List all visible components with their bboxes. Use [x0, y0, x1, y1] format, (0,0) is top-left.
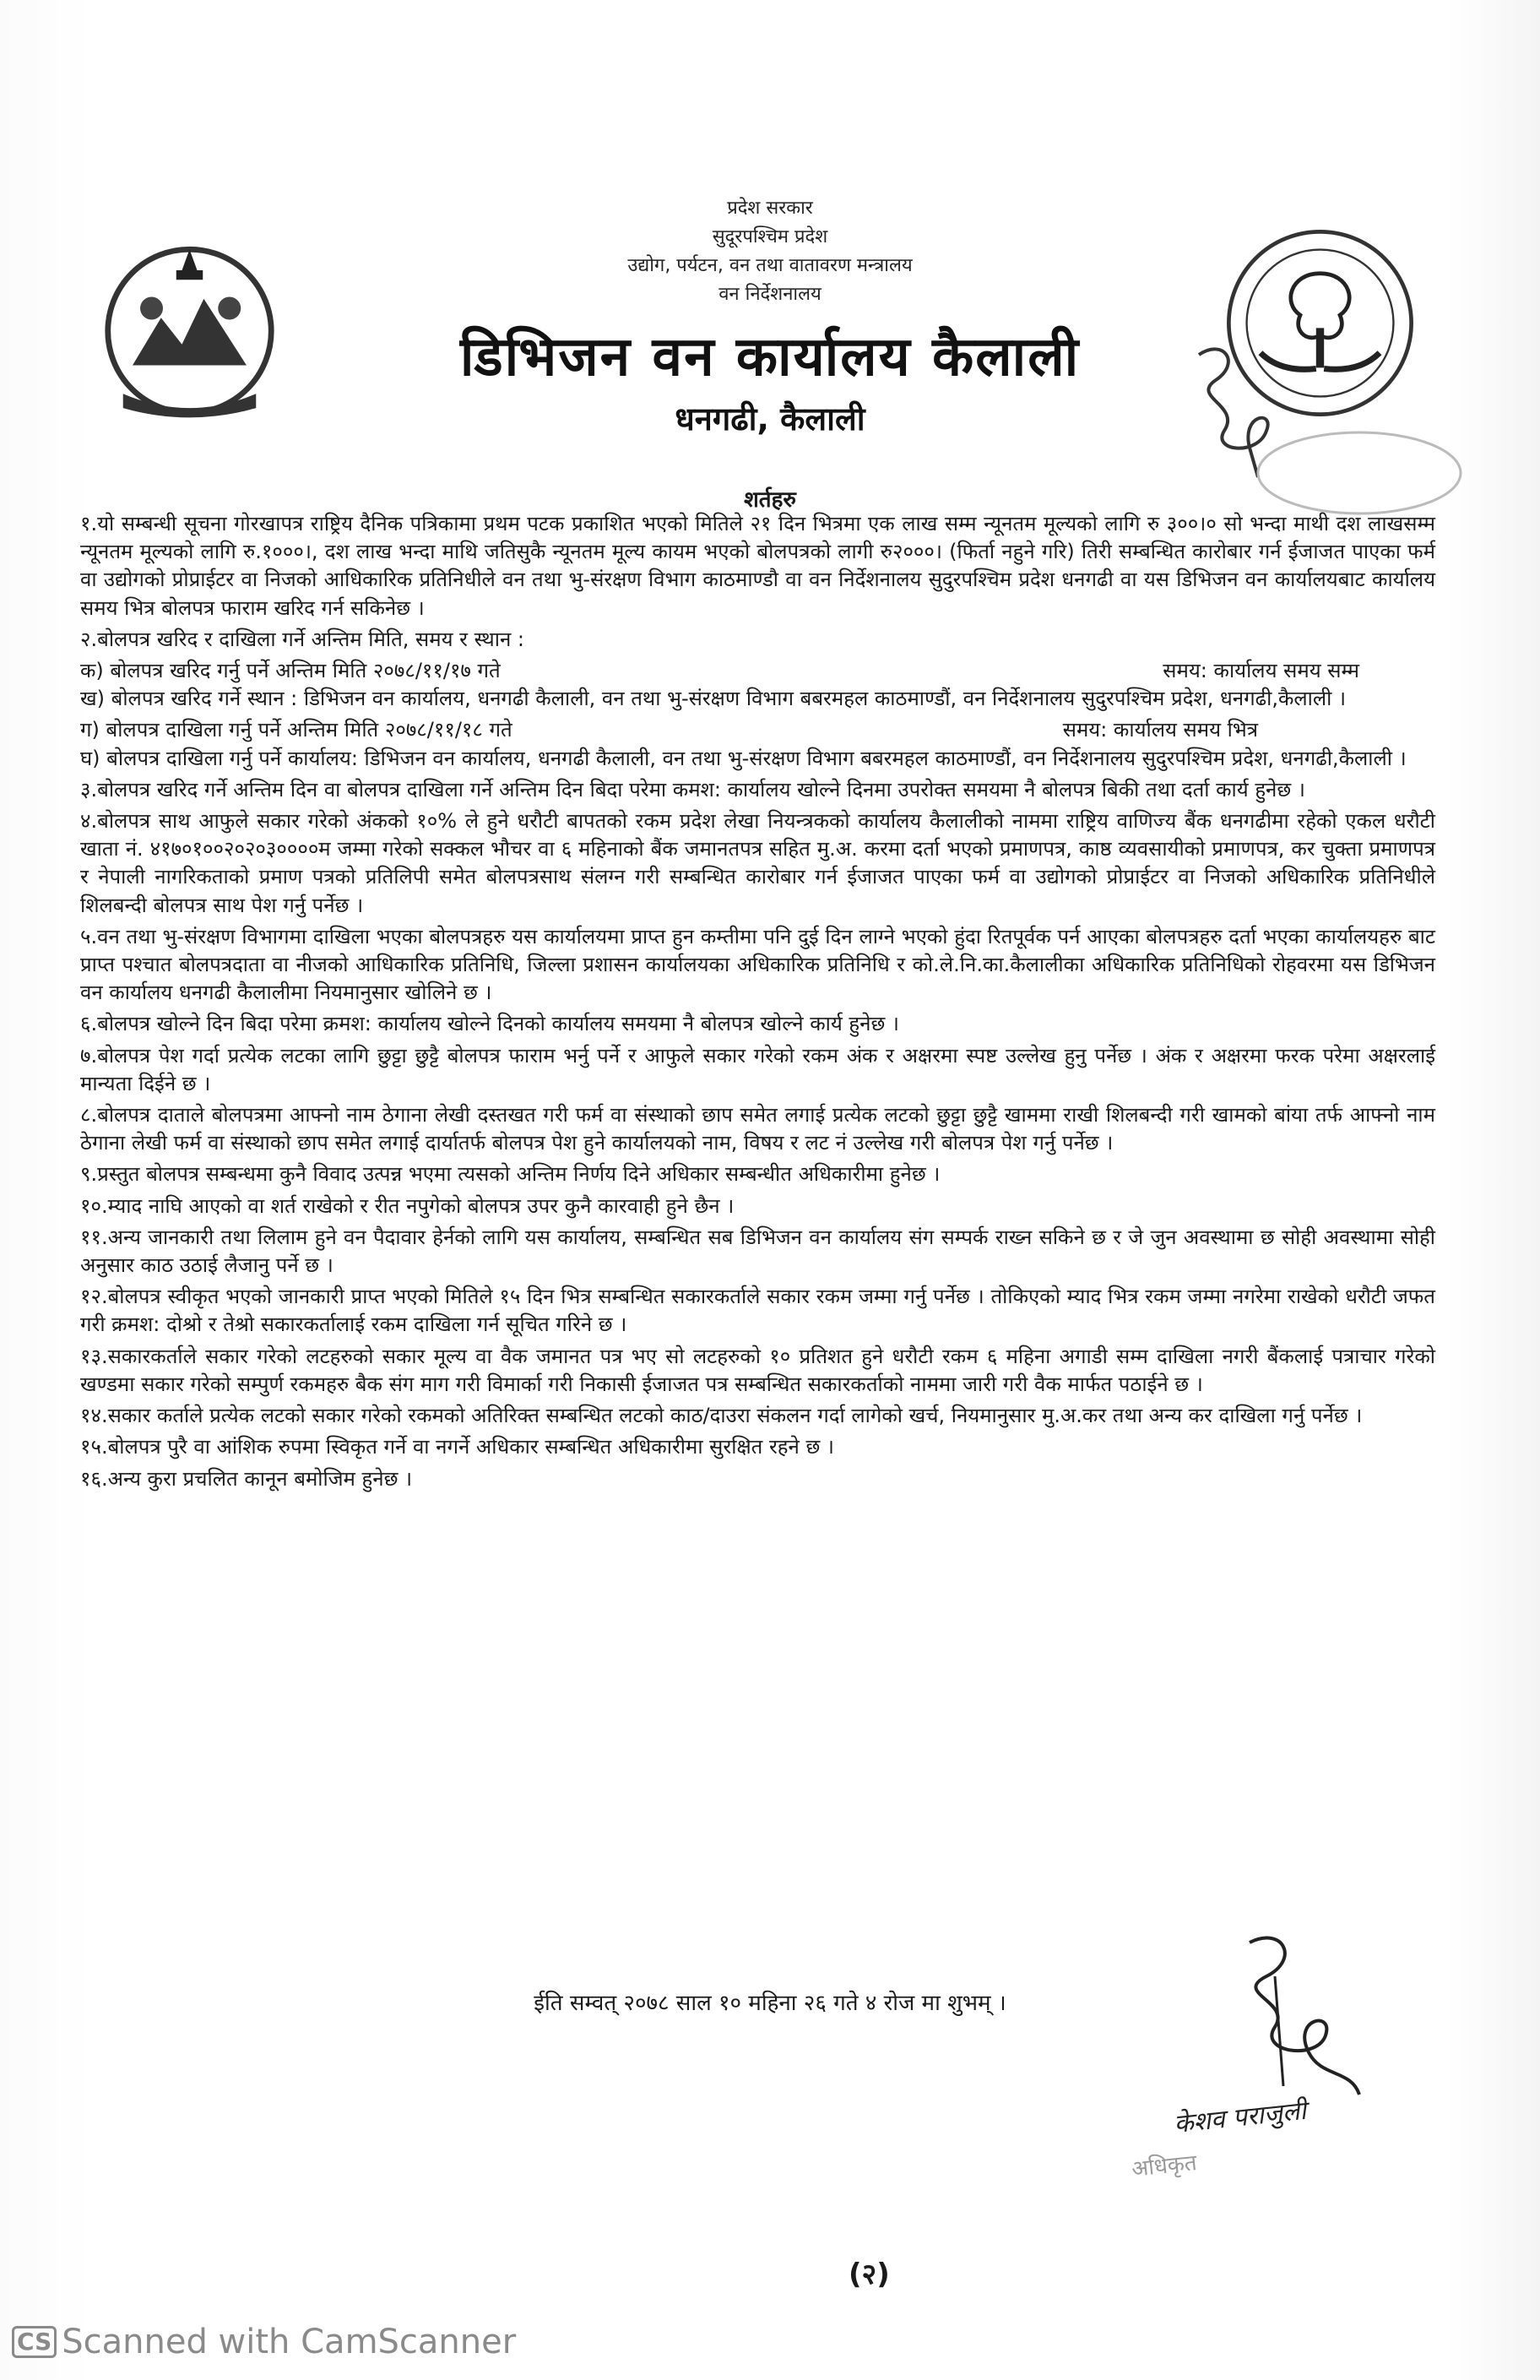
term-5: ५.वन तथा भु-संरक्षण विभागमा दाखिला भएका बोलपत्रहरु यस कार्यालयमा प्राप्त हुन कम्तीमा पनि दुई दिन लाग्ने भएको हुंदा रितपूर्वक पर्न आएका बोलपत्रहरु दर्ता भएका कार्यालयहरु बाट प्राप्त पश्चात बोलपत्रदाता वा नीजको आधिकारिक प्रतिनिधि, जिल्ला प्रशासन कार्यालयका अधिकारिक प्रतिनिधि र को.ले.नि.का.कैलालीका अधिकारिक प्रतिनिधिको रोहवरमा यस डिभिजन वन कार्यालय धनगढी कैलालीमा नियमानुसार खोलिने छ ।: [80, 924, 1435, 1005]
header-ministry: उद्योग, पर्यटन, वन तथा वातावरण मन्त्रालय: [627, 255, 913, 276]
term-10: १०.म्याद नाघि आएको वा शर्त राखेको र रीत नपुगेको बोलपत्र उपर कुनै कारवाही हुने छैन ।: [80, 1193, 735, 1218]
terms-list: [80, 510, 1435, 1497]
term-2a: [80, 657, 1435, 685]
term-2a-time: समय: कार्यालय समय सम्म: [1163, 659, 1359, 683]
term-2: २.बोलपत्र खरिद र दाखिला गर्ने अन्तिम मिति, समय र स्थान :: [80, 627, 525, 651]
term-2b: ख) बोलपत्र खरिद गर्ने स्थान : डिभिजन वन कार्यालय, धनगढी कैलाली, वन तथा भु-संरक्षण विभाग बबरमहल काठमाण्डौं, वन निर्देशनालय सुदुरपश्चिम प्रदेश, धनगढी,कैलाली ।: [80, 687, 1347, 711]
header-province: सुदूरपश्चिम प्रदेश: [712, 226, 828, 247]
term-11: ११.अन्य जानकारी तथा लिलाम हुने वन पैदावार हेर्नको लागि यस कार्यालय, सम्बन्धित सब डिभिजन वन कार्यालय संग सम्पर्क राख्न सकिने छ र जे जुन अवस्थामा छ सोही अवस्थामा सोही अनुसार काठ उठाई लैजानु पर्ने छ ।: [80, 1225, 1435, 1278]
office-location: धनगढी, कैलाली: [675, 400, 865, 437]
header-directorate: वन निर्देशनालय: [718, 284, 822, 305]
camscanner-logo-icon: CS: [12, 2326, 57, 2358]
term-2d: घ) बोलपत्र दाखिला गर्नु पर्ने कार्यालय: डिभिजन वन कार्यालय, धनगढी कैलाली, वन तथा भु-संरक्षण विभाग बबरमहल काठमाण्डौं, वन निर्देशनालय सुदुरपश्चिम प्रदेश, धनगढी,कैलाली ।: [80, 746, 1407, 770]
closing-line: ईति सम्वत् २०७८ साल १० महिना २६ गते ४ रोज मा शुभम् ।: [534, 1991, 1006, 2016]
term-14: १४.सकार कर्ताले प्रत्येक लटको सकार गरेको रकमको अतिरिक्त सम्बन्धित लटको काठ/दाउरा संकलन गर्दा लागेको खर्च, नियमानुसार मु.अ.कर तथा अन्य कर दाखिला गर्नु पर्नेछ ।: [80, 1404, 1363, 1428]
term-16: १६.अन्य कुरा प्रचलित कानून बमोजिम हुनेछ ।: [80, 1466, 413, 1491]
conditions-heading: शर्तहरु: [744, 487, 796, 513]
office-title: डिभिजन वन कार्यालय कैलाली: [459, 325, 1081, 389]
term-7: ७.बोलपत्र पेश गर्दा प्रत्येक लटका लागि छुट्टा छुट्टै बोलपत्र फाराम भर्नु पर्ने र आफुले सकार गरेको रकम अंक र अक्षरमा स्पष्ट उल्लेख हुनु पर्नेछ । अंक र अक्षरमा फरक परेमा अक्षरलाई मान्यता दिईने छ ।: [80, 1043, 1435, 1095]
term-1: १.यो सम्बन्धी सूचना गोरखापत्र राष्ट्रिय दैनिक पत्रिकामा प्रथम पटक प्रकाशित भएको मितिले २१ दिन भित्रमा एक लाख सम्म न्यूनतम मूल्यको लागि रु ३००।० सो भन्दा माथी दश लाखसम्म न्यूनतम मूल्यको लागि रु.१०००।, दश लाख भन्दा माथि जतिसुकै न्यूनतम मूल्य कायम भएको बोलपत्रको लागी रु२०००। (फिर्ता नहुने गरि) तिरी सम्बन्धित कारोबार गर्न ईजाजत पाएका फर्म वा उद्योगको प्रोप्राईटर वा निजको आधिकारिक प्रतिनिधीले वन तथा भु-संरक्षण विभाग काठमाण्डौ वा वन निर्देशनालय सुदुरपश्चिम प्रदेश धनगढी वा यस डिभिजन वन कार्यालयबाट कार्यालय समय भित्र बोलपत्र फाराम खरिद गर्न सकिनेछ ।: [80, 512, 1435, 620]
term-2c-time: समय: कार्यालय समय भित्र: [1062, 718, 1258, 742]
scanner-watermark: [12, 2323, 516, 2361]
signatory-title: अधिकृत: [1130, 2150, 1198, 2182]
term-15: १५.बोलपत्र पुरै वा आंशिक रुपमा स्विकृत गर्ने वा नगर्ने अधिकार सम्बन्धित अधिकारीमा सुरक्षित रहने छ ।: [80, 1435, 835, 1459]
term-2c: [80, 716, 1435, 744]
term-2c-date: ग) बोलपत्र दाखिला गर्नु पर्ने अन्तिम मिति २०७८/११/१८ गते: [80, 718, 512, 742]
signatory-name: केशव पराजुली: [1172, 2095, 1308, 2140]
term-3: ३.बोलपत्र खरिद गर्ने अन्तिम दिन वा बोलपत्र दाखिला गर्ने अन्तिम दिन बिदा परेमा कमश: कार्यालय खोल्ने दिनमा उपरोक्त समयमा नै बोलपत्र बिकी तथा दर्ता कार्य हुनेछ ।: [80, 777, 1305, 801]
term-12: १२.बोलपत्र स्वीकृत भएको जानकारी प्राप्त भएको मितिले १५ दिन भित्र सम्बन्धित सकारकर्ताले सकार रकम जम्मा गर्नु पर्नेछ । तोकिएको म्याद भित्र रकम जम्मा नगरेमा राखेको धरौटी जफत गरी क्रमश: दोश्रो र तेश्रो सकारकर्तालाई रकम दाखिला गर्न सूचित गरिने छ ।: [80, 1285, 1435, 1337]
term-9: ९.प्रस्तुत बोलपत्र सम्बन्धमा कुनै विवाद उत्पन्न भएमा त्यसको अन्तिम निर्णय दिने अधिकार सम्बन्धीत अधिकारीमा हुनेछ ।: [80, 1162, 941, 1187]
term-13: १३.सकारकर्ताले सकार गरेको लटहरुको सकार मूल्य वा वैक जमानत पत्र भए सो लटहरुको १० प्रतिशत हुने धरौटी रकम ६ महिना अगाडी सम्म दाखिला नगरी बैंकलाई पत्राचार गरेको खण्डमा सकार गरेको सम्पुर्ण रकमहरु बैक संग माग गरी विमार्का गरी निकासी ईजाजत पत्र सम्बन्धित सकारकर्ताको नाममा जारी गरी वैक मार्फत पठाईने छ ।: [80, 1344, 1435, 1396]
letterhead: [0, 194, 1540, 440]
page-number: (२): [849, 2258, 890, 2291]
header-government: प्रदेश सरकार: [727, 198, 813, 219]
watermark-text: Scanned with CamScanner: [62, 2323, 517, 2361]
term-8: ८.बोलपत्र दाताले बोलपत्रमा आफ्नो नाम ठेगाना लेखी दस्तखत गरी फर्म वा संस्थाको छाप समेत लगाई प्रत्येक लटको छुट्टा छुट्टै खाममा राखी शिलबन्दी गरी खामको बांया तर्फ आफ्नो नाम ठेगाना लेखी फर्म वा संस्थाको छाप समेत लगाई दार्यातर्फ बोलपत्र पेश हुने कार्यालयको नाम, विषय र लट नं उल्लेख गरी बोलपत्र पेश गर्नु पर्नेछ ।: [80, 1103, 1435, 1155]
term-6: ६.बोलपत्र खोल्ने दिन बिदा परेमा क्रमश: कार्यालय खोल्ने दिनको कार्यालय समयमा नै बोलपत्र खोल्ने कार्य हुनेछ ।: [80, 1012, 899, 1036]
term-4: ४.बोलपत्र साथ आफुले सकार गरेको अंकको १०% ले हुने धरौटी बापतको रकम प्रदेश लेखा नियन्त्रकको कार्यालय कैलालीको नाममा राष्ट्रिय वाणिज्य बैंक धनगढीमा रहेको एकल धरौटी खाता नं. ४१७०१००२०२०३००००म जम्मा गरेको सक्कल भौचर वा ६ महिनाको बैंक जमानतपत्र सहित मु.अ. करमा दर्ता भएको प्रमाणपत्र, काष्ठ व्यवसायीको प्रमाणपत्र, कर चुक्ता प्रमाणपत्र र नेपाली नागरिकताको प्रमाण पत्रको प्रतिलिपी समेत बोलपत्रसाथ संलग्न गरी सम्बन्धित कारोबार गर्न ईजाजत पाएका फर्म वा उद्योगको प्रोप्राईटर वा निजको अधिकारिक प्रतिनिधीले शिलबन्दी बोलपत्र साथ पेश गर्नु पर्नेछ ।: [80, 809, 1435, 917]
term-2a-date: क) बोलपत्र खरिद गर्नु पर्ने अन्तिम मिति २०७८/११/१७ गते: [80, 659, 501, 683]
